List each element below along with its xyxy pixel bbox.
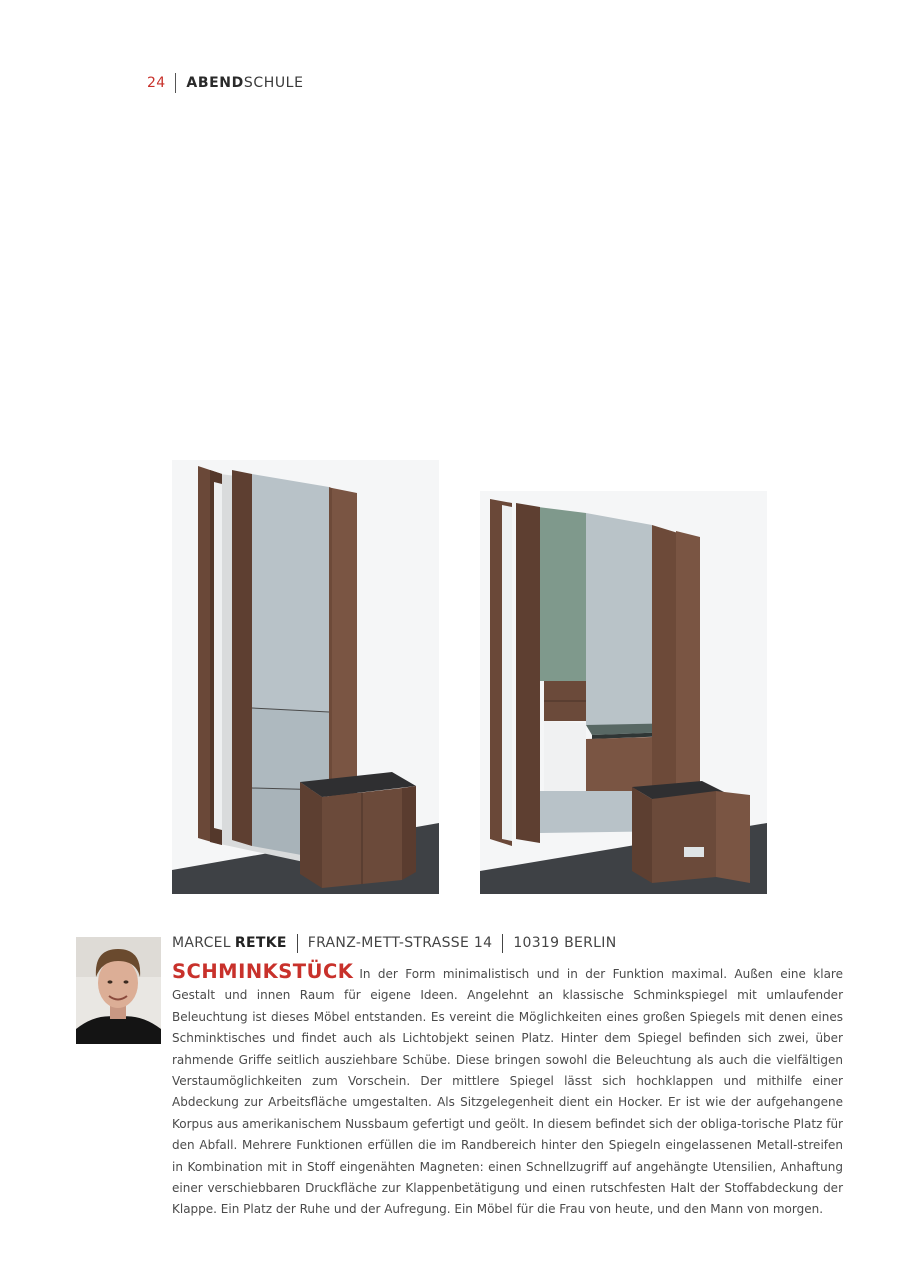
- byline-divider: [502, 934, 503, 953]
- section-title: [186, 75, 303, 91]
- byline-divider: [297, 934, 298, 953]
- designer-street: FRANZ-METT-STRASSE 14: [307, 935, 493, 951]
- furniture-render-open: [480, 491, 767, 894]
- section-title-bold: ABEND: [186, 75, 244, 91]
- article-body: In der Form minimalistisch und in der Funktion maximal. Außen eine klare Gestalt und innen Raum für eigene Ideen. Angelehnt an klassische Schminkspiegel mit umlaufender Beleuchtung ist dieses Möbel entstanden. Es vereint die Möglichkeiten eines großen Spiegels mit denen eines Schminktisches und findet auch als Lichtobjekt seinen Platz. Hinter dem Spiegel befinden sich zwei, über rahmende Griffe seitlich ausziehbare Schübe. Diese bringen sowohl die Beleuchtung als auch die vielfältigen Verstaumöglichkeiten zum Vorschein. Der mittlere Spiegel lässt sich hochklappen und mithilfe einer Abdeckung zur Arbeitsfläche umgestalten. Als Sitzgelegenheit dient ein Hocker. Er ist wie der aufgehangene Korpus aus amerikanischem Nussbaum gefertigt und geölt. In diesem befindet sich der obliga-torische Platz für den Abfall. Mehrere Funktionen erfüllen die im Randbereich hinter den Spiegeln eingelassenen Metall-streifen in Kombination mit in Stoff eingenähten Magneten: einen Schnellzugriff auf angehängte Utensilien, Anhaftung einer verschiebbaren Druckfläche zur Klappenbetätigung und einen rutschfesten Halt der Stoffabdeckung der Klappe. Ein Platz der Ruhe und der Aufregung. Ein Möbel für die Frau von heute, und den Mann von morgen.: [172, 967, 843, 1217]
- designer-last-name: RETKE: [234, 935, 287, 951]
- header-divider: [175, 73, 176, 93]
- page-number: 24: [147, 75, 166, 91]
- designer-portrait: [76, 937, 161, 1044]
- section-title-rest: SCHULE: [243, 75, 304, 91]
- article-headline: SCHMINKSTÜCK: [172, 960, 354, 983]
- furniture-render-closed: [172, 460, 439, 894]
- designer-byline: [172, 932, 616, 954]
- article-text: [172, 961, 843, 1221]
- page-header: [147, 72, 304, 94]
- designer-city: 10319 BERLIN: [513, 935, 617, 951]
- designer-first-name: MARCEL: [172, 935, 231, 951]
